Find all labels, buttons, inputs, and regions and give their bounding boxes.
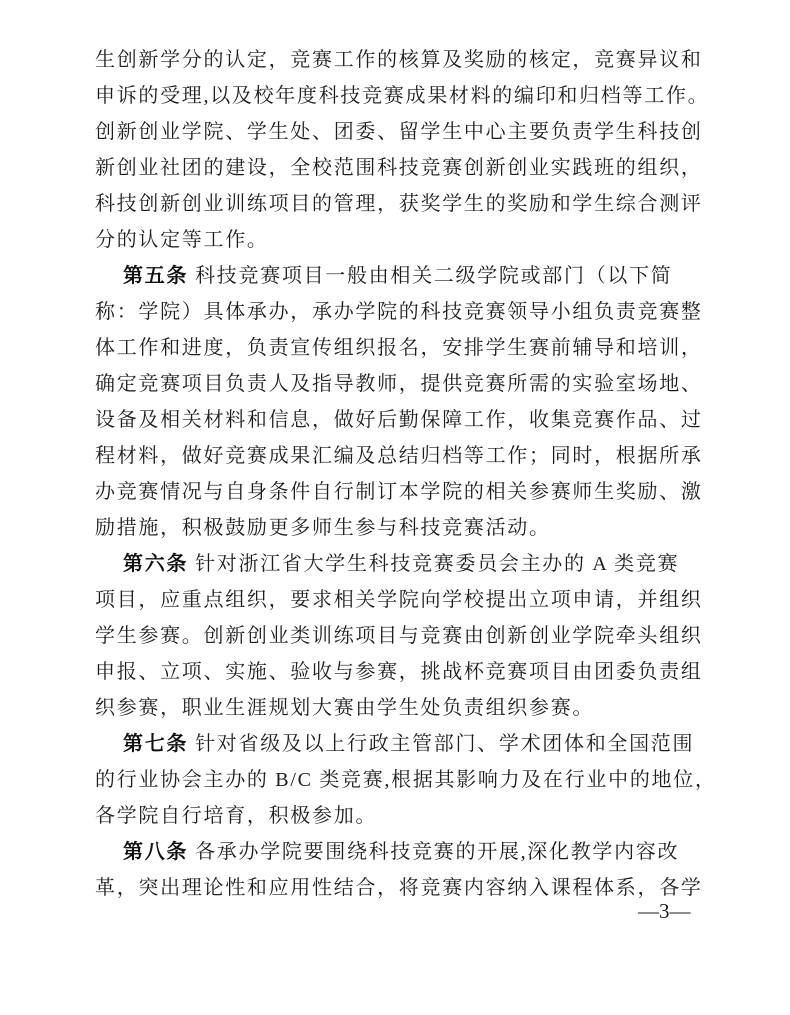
article-number-label: 第六条 bbox=[123, 553, 189, 575]
text-line: 项目，应重点组织，要求相关学院向学校提出立项申请，并组织 bbox=[95, 589, 703, 611]
text-line: 科技创新创业训练项目的管理，获奖学生的奖励和学生综合测评 bbox=[95, 193, 703, 215]
text-line: 学生参赛。创新创业类训练项目与竞赛由创新创业学院牵头组织 bbox=[95, 625, 703, 647]
document-text-block bbox=[95, 42, 717, 906]
text-line: 办竞赛情况与自身条件自行制订本学院的相关参赛师生奖励、激 bbox=[95, 481, 703, 503]
text-line: 分的认定等工作。 bbox=[95, 229, 269, 251]
text-line: 励措施，积极鼓励更多师生参与科技竞赛活动。 bbox=[95, 517, 551, 539]
article-number-label: 第八条 bbox=[123, 841, 189, 863]
text-line: 创新创业学院、学生处、团委、留学生中心主要负责学生科技创 bbox=[95, 121, 703, 143]
text-line: 第七条 针对省级及以上行政主管部门、学术团体和全国范围 bbox=[123, 733, 695, 755]
page-number: —3— bbox=[638, 899, 691, 923]
text-line: 新创业社团的建设，全校范围科技竞赛创新创业实践班的组织， bbox=[95, 157, 703, 179]
text-line: 的行业协会主办的 B/C 类竞赛,根据其影响力及在行业中的地位， bbox=[95, 769, 717, 791]
text-line: 申报、立项、实施、验收与参赛，挑战杯竞赛项目由团委负责组 bbox=[95, 661, 703, 683]
text-line: 革，突出理论性和应用性结合，将竞赛内容纳入课程体系，各学 bbox=[95, 877, 703, 899]
text-line: 织参赛，职业生涯规划大赛由学生处负责组织参赛。 bbox=[95, 697, 595, 719]
text-line: 称：学院）具体承办，承办学院的科技竞赛领导小组负责竞赛整 bbox=[95, 301, 703, 323]
article-number-label: 第七条 bbox=[123, 733, 189, 755]
text-line: 确定竞赛项目负责人及指导教师，提供竞赛所需的实验室场地、 bbox=[95, 373, 703, 395]
text-line: 第六条 针对浙江省大学生科技竞赛委员会主办的 A 类竞赛 bbox=[123, 553, 680, 575]
text-line: 体工作和进度，负责宣传组织报名，安排学生赛前辅导和培训， bbox=[95, 337, 703, 359]
text-line: 第八条 各承办学院要围绕科技竞赛的开展,深化教学内容改 bbox=[123, 841, 680, 863]
text-line: 申诉的受理,以及校年度科技竞赛成果材料的编印和归档等工作。 bbox=[95, 85, 710, 107]
text-line: 程材料，做好竞赛成果汇编及总结归档等工作；同时，根据所承 bbox=[95, 445, 703, 467]
text-line: 设备及相关材料和信息，做好后勤保障工作，收集竞赛作品、过 bbox=[95, 409, 703, 431]
text-line: 生创新学分的认定，竞赛工作的核算及奖励的核定，竞赛异议和 bbox=[95, 49, 703, 71]
text-line: 第五条 科技竞赛项目一般由相关二级学院或部门（以下简 bbox=[123, 265, 673, 287]
text-line: 各学院自行培育，积极参加。 bbox=[95, 805, 378, 827]
article-number-label: 第五条 bbox=[123, 265, 189, 287]
